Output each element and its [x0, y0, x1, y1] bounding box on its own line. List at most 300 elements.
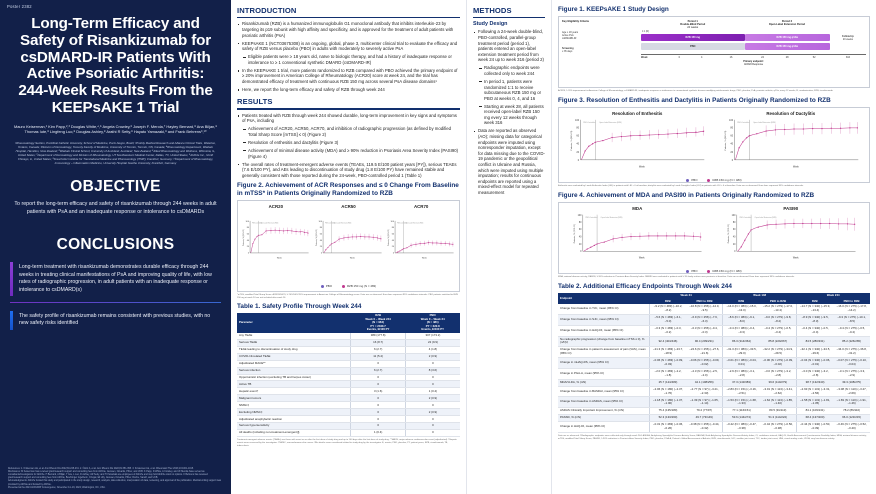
cell-pbo: 0: [405, 423, 460, 430]
disclosures-text: Disclosures: M Keiserman has received grant/research support and consulting fees from AbbVie, Janssen, Novartis, Pfizer, and UCB. K Papp, D White, A Crowley, and JF Merola have served as consultants/investigators for AbbVie. H Bernard, A Biljan, T Iute, L Luo, D Ashley, AR Setty, and H Yamazaki are employees of AbbVie and may hold AbbVie stock or options. F Behrens has received grant/research support and consulting fees from AbbVie, Boehringer Ingelheim, Chugai, Eli Lilly, Janssen, Novartis, Pfizer, Roche, Sanofi, and UCB.: [8, 470, 208, 480]
cell-value: −2.83 (N = 151) (−3.16, −2.51): [723, 386, 760, 397]
legend-item-rzb: [707, 178, 741, 182]
chart-enthesitis: [562, 117, 713, 171]
table1-title: Table 1. Safety Profile Through Week 244: [237, 303, 362, 311]
week-tick: 52: [812, 55, 816, 59]
list-item: In the KEEPsAKE 1 trial, more patients randomized to RZB compared with PBO achieved the primary endpoint of ≥ 20% improvement in American College of Rheumatology (ACR20) score at week 24, and the trial has demonstrated efficacy of treatment with continuous RZB 150 mg across several PsA disease domains¹: [237, 68, 460, 85]
references-text: References: 1. Kristensen LE, et al. Ann Rheum Dis 2022;81:225-231. 2. Östör A, et al. Ann Rheum Dis 2022;81:351-358. 3. Kristensen LE, et al. Rheumatol Ther 2023;10:1001-1015.: [8, 467, 194, 470]
figure2-box: [237, 200, 460, 292]
cell-label: Opportunistic infection (excluding TB and herpes zoster): [237, 374, 351, 381]
cell-label: Change from baseline in ASDAS, mean (95% CI): [558, 397, 649, 408]
table-header-row: [237, 313, 460, 332]
legend-label: PBO: [691, 178, 698, 182]
svg-text:40: 40: [578, 236, 582, 239]
table-row: [558, 415, 870, 422]
legend-item-pbo: [321, 284, 332, 288]
table-row: [558, 347, 870, 358]
cell-value: −1.39 (N = 97) (−1.65, −1.14): [686, 397, 723, 408]
table-safety-profile: [237, 313, 460, 437]
figure3-box: [558, 107, 870, 183]
table-row: [558, 336, 870, 347]
svg-text:80: 80: [578, 221, 582, 224]
cell-label: Adjudicated MACE**: [237, 360, 351, 367]
poster-content-area: [231, 0, 876, 494]
page-title: Long-Term Efficacy and Safety of Risankizumab for csDMARD-IR Patients With Active Psoriatic Arthritis: 244-Week Results From the KEEPsAKE 1 Trial: [18, 15, 213, 116]
figure2-legend: [241, 284, 456, 288]
cell-value: 68.4 (137/200): [796, 415, 833, 422]
cell-rzb: 1 (0.4): [351, 430, 406, 437]
table-row: [558, 379, 870, 386]
week-tick: 316: [845, 55, 850, 59]
svg-text:100: 100: [728, 119, 733, 123]
svg-text:80: 80: [729, 126, 733, 130]
methods-bullets: [473, 29, 545, 195]
cell-value: 49.7 (73/149): [686, 415, 723, 422]
table-row: [558, 386, 870, 397]
svg-text:Patients, % (95% CI): Patients, % (95% CI): [242, 229, 245, 247]
cell-label: Hepatic event†: [237, 388, 351, 395]
svg-text:Patients, % (95% CI): Patients, % (95% CI): [727, 224, 730, 244]
svg-text:40: 40: [319, 240, 322, 243]
cell-rzb: 0: [351, 360, 406, 367]
cell-label: TEAE leading to discontinuation of study drug: [237, 346, 351, 353]
cell-value: 52.3 (133/260): [649, 415, 686, 422]
arm-bar-pbo: PBO: [641, 43, 744, 50]
objective-heading: OBJECTIVE: [70, 178, 161, 196]
figure4-legend: [562, 269, 866, 273]
cell-rzb: 0: [351, 423, 406, 430]
cell-value: 39.3 (108/275): [833, 379, 870, 386]
cell-value: −0.01 (N = 383) (−0.04, 0.01): [723, 358, 760, 369]
list-item: Eligible patients were ≥ 18 years old, naïve to biologic therapy, and had a history of inadequate response or intolerance to ≥ 1 conventional synthetic DMARD (csDMARD-IR): [237, 54, 460, 65]
figure2-panels: [241, 204, 456, 282]
legend-item-rzb: [707, 269, 741, 273]
svg-text:40: 40: [732, 236, 735, 239]
conclusion-item-2: [10, 311, 221, 330]
column-introduction-results: [231, 0, 466, 494]
results-heading: RESULTS: [237, 97, 273, 107]
list-item: In period 1, patients were randomized 1:1 to receive subcutaneous RZB 150 mg or PBO at weeks 0, 4, and 16: [473, 79, 545, 101]
svg-text:Patients, % (95% CI): Patients, % (95% CI): [571, 130, 574, 151]
svg-text:Patients, % (95% CI): Patients, % (95% CI): [388, 229, 391, 247]
table1-head: [237, 313, 460, 332]
legend-label: PBO: [325, 284, 332, 289]
eligibility-heading: Key Eligibility Criteria: [562, 20, 589, 23]
list-item: Risankizumab (RZB) is a humanized immunoglobulin G1 monoclonal antibody that inhibits interleukin-23 by targeting its p19 subunit with high affinity and specificity, and is approved for the treatment of adult patients with psoriatic arthritis (PsA): [237, 21, 460, 38]
col-pbo-sub0: Week 0 – Week 24: [420, 316, 445, 321]
table-row: [237, 388, 460, 395]
column-figures: [551, 0, 876, 494]
col-pbo: [405, 313, 460, 332]
cell-rzb: 6 (2.7): [351, 346, 406, 353]
table-row: [237, 430, 460, 437]
list-item: KEEPsAKE 1 (NCT03675308) is an ongoing, global, phase 3, multicenter clinical trial to evaluate the efficacy and safety of RZB versus placebo (PBO) in adults with moderately to severely active PsA: [237, 41, 460, 52]
svg-text:20: 20: [392, 246, 395, 249]
col-parameter: Parameter: [237, 313, 351, 332]
svg-text:Open-Label Extension (RZB): Open-Label Extension (RZB): [752, 122, 776, 125]
svg-text:0: 0: [731, 158, 733, 162]
figure2-footnote: *mTSS, modified Total Sharp Score. ACR20/50/70, ≥ 20%/50%/70% improvement in American College of Rheumatology score. Data are as observed. Error bars represent 95% confidence intervals. PBO patients switched to RZB 150 mg at week 24 are not included after week 24.: [237, 294, 458, 300]
svg-text:100: 100: [577, 215, 582, 218]
svg-text:100: 100: [318, 221, 322, 224]
svg-text:20: 20: [729, 150, 733, 154]
cell-pbo: 2 (0.9): [405, 353, 460, 360]
acknowledgments-text: Acknowledgments: AbbVie funded this study and participated in the study design, research, analysis, data collection, interpretation of data, reviewing, and approval of the publication. Medical writing support was provided by AbbVie and funded by AbbVie.: [8, 480, 222, 486]
chart-mda: [562, 212, 713, 262]
svg-text:20: 20: [732, 243, 735, 246]
cell-value: −0.4 (N = 340) (−0.5, −0.4): [796, 325, 833, 336]
cell-pbo: 22 (9.9): [405, 339, 460, 346]
cell-value: −1.58 (N = 131) (−1.81, −1.35): [796, 397, 833, 408]
list-item: Achievement of ACR20, ACR50, ACR70, and inhibition of radiographic progression (as defined by modified Total Sharp Score [mTSS] ≤ 0) (Figure 2): [237, 126, 460, 137]
cell-label: Active TB: [237, 381, 351, 388]
list-item: Starting at week 28, all patients received open-label RZB 150 mg every 12 weeks through week 316: [473, 104, 545, 126]
table-row: [237, 409, 460, 416]
cell-label: All deaths (including non-treatment-emergent)§: [237, 430, 351, 437]
sub-rzb: RZB: [796, 299, 833, 305]
sub-pbo-rzb: PBO to RZB: [833, 299, 870, 305]
results-bullets: [237, 113, 460, 179]
svg-text:60: 60: [732, 229, 735, 232]
figure2-panel-acr50: [314, 204, 384, 273]
cell-label: MDA/VLDA, % (n/N): [558, 379, 649, 386]
svg-text:80: 80: [576, 126, 580, 130]
cell-value: −24.6 (N = 256) (−27.6, −21.6): [686, 347, 723, 358]
cell-value: 92.4 (404/446): [649, 336, 686, 347]
svg-text:Patients, % (95% CI): Patients, % (95% CI): [724, 130, 727, 151]
svg-text:Week: Week: [638, 257, 645, 260]
legend-item-rzb: [342, 284, 376, 288]
group-week244: Week 244: [796, 293, 870, 299]
svg-text:20: 20: [246, 246, 250, 249]
legend-label: RZB 150 mg (N = 483): [712, 269, 742, 273]
svg-text:60: 60: [576, 134, 580, 138]
svg-text:Open-Label Extension (RZB): Open-Label Extension (RZB): [260, 224, 279, 226]
col-rzb-label: RZB: [375, 313, 381, 318]
svg-text:Week: Week: [276, 257, 282, 260]
col-pbo-sub2: PY = 222.8: [425, 323, 440, 328]
poster-number: Poster 2382: [7, 4, 32, 9]
conclusions-divider: [10, 302, 221, 303]
col-rzb-sub0: Week 0 – Week 244: [365, 316, 391, 321]
table-row: [237, 395, 460, 402]
cell-value: −1.69 (N = 110) (−1.91, −1.46): [833, 397, 870, 408]
cell-label: Change from baseline in HAQ-DI, mean (95% CI): [558, 325, 649, 336]
cell-value: −34.0 (N = 275) (−36.8, −31.2): [833, 347, 870, 358]
introduction-bullets: [237, 21, 460, 92]
table-row: [558, 358, 870, 369]
week-tick: 4: [701, 55, 703, 59]
heading-rule: [237, 108, 460, 109]
cell-value: −2.0 (N = 483) (−2.2, −1.8): [649, 368, 686, 379]
chart-acr20: [241, 210, 311, 268]
cell-rzb: 6 (2.7): [351, 367, 406, 374]
col-endpoint: Endpoint: [558, 293, 649, 304]
cell-label: Change from baseline in patient's assessment of pain (VAS), mean (95% CI): [558, 347, 649, 358]
figure4-box: [558, 202, 870, 274]
cell-value: −0.4 (N = 383) (−0.4, −0.3): [723, 325, 760, 336]
cell-value: 42.1 (108/256): [686, 379, 723, 386]
cell-value: 90.4 (209/231): [686, 336, 723, 347]
presented-at-text: Presented at the 2024 ACR/ARP Convergence; November 14–19, 2024; Washington, DC, USA.: [8, 486, 106, 489]
cell-label: Serious infection: [237, 367, 351, 374]
cell-value: −3.0 (N = 340) (−3.2, −2.8): [796, 368, 833, 379]
cell-rzb: 389 (177.8): [351, 333, 406, 339]
period1-title: Period 1: [687, 20, 698, 23]
svg-text:Open-Label Extension (RZB): Open-Label Extension (RZB): [405, 224, 424, 226]
cell-value: 80.5 (91/113): [760, 408, 797, 415]
cell-pbo: 0: [405, 416, 460, 423]
svg-text:80: 80: [246, 227, 250, 230]
cell-label: Change in mHAQ-RS, mean (95% CI): [558, 358, 649, 369]
cell-value: 85.8 (229/267): [760, 336, 797, 347]
svg-text:20: 20: [576, 150, 580, 154]
conclusions-heading: CONCLUSIONS: [56, 236, 175, 254]
group-week148: Week 148: [723, 293, 797, 299]
svg-text:80: 80: [319, 227, 322, 230]
table-row: [558, 408, 870, 415]
cell-value: −16.0 (N = 275) (−17.8, −14.2): [833, 304, 870, 314]
legend-item-pbo: [686, 269, 697, 273]
timeline-axis: [641, 54, 866, 55]
svg-text:Week: Week: [792, 257, 799, 260]
figure2-panel-acr20: [241, 204, 311, 273]
table-row: [237, 353, 460, 360]
cell-value: −2.9 (N = 383) (−3.1, −2.8): [723, 368, 760, 379]
cell-rzb: 0: [351, 374, 406, 381]
cell-value: −1.18 (N = 180) (−1.37, −1.00): [649, 397, 686, 408]
cell-pbo: 0: [405, 374, 460, 381]
table2-title: Table 2. Additional Efficacy Endpoints Through Week 244: [558, 283, 732, 290]
svg-text:40: 40: [576, 142, 580, 146]
cell-value: 77.1 (116/151): [723, 408, 760, 415]
arm-bar-ole-2: RZB 150 mg q12w: [745, 43, 830, 50]
cell-pbo: 0: [405, 430, 460, 437]
svg-text:PBO-Controlled: PBO-Controlled: [252, 224, 262, 226]
list-item: The overall rates of treatment-emergent adverse events (TEAEs, 119.5 E/100 patient years [PY]), serious TEAEs (7.6 E/100 PY), and AEs leading to discontinuation of study drug (1.8 E/100 PY) have remained stable and generally consistent with those reported during the 24-week, PBO-controlled period 1 (Table 1): [237, 162, 460, 179]
panel-title: ACR20: [268, 204, 284, 210]
cell-value: −2.93 (N = 131) (−3.31, −2.56): [796, 386, 833, 397]
list-item: Here, we report the long-term efficacy and safety of RZB through week 244: [237, 87, 460, 93]
cell-value: 75.4 (135/180): [649, 408, 686, 415]
cell-value: −0.06 (N = 256) (−0.09, −0.02): [686, 358, 723, 369]
week-tick: 24: [761, 55, 764, 59]
week-axis-label: Week: [641, 55, 648, 59]
list-item: Achievement of minimal disease activity (MDA) and ≥ 90% reduction in Psoriasis Area Severity Index (PASI90) (Figure 4): [237, 148, 460, 159]
cell-value: 86.3 (314/364): [723, 336, 760, 347]
svg-text:80: 80: [732, 221, 735, 224]
period1-sub: Double-Blind Period: [680, 23, 706, 26]
cell-value: 78.2 (86/110): [833, 408, 870, 415]
panel-title: PASI90: [783, 206, 799, 211]
cell-label: Serious hypersensitivity: [237, 423, 351, 430]
table2-body: [558, 304, 870, 432]
svg-text:40: 40: [729, 142, 733, 146]
cell-value: −0.31 (N = 483) (−0.36, −0.26): [649, 422, 686, 433]
svg-text:100: 100: [731, 215, 735, 218]
chart-acr70: [386, 210, 456, 268]
cell-value: −9.3 (N = 275) (−10.1, −8.5): [833, 314, 870, 325]
screening-note: ≤ 35 days: [562, 49, 573, 53]
svg-text:20: 20: [578, 243, 582, 246]
list-item: Data are reported as observed (AO); missing data for categorical endpoints were imputed using nonresponder imputation, except for data missing due to the COVID-19 pandemic or the geopolitical conflict in Ukraine and Russia, which were imputed using multiple imputation; results for continuous endpoints are reported using a mixed-effect model for repeated measurement: [473, 128, 545, 195]
period2-sub: Open-Label Extension Period: [768, 23, 806, 26]
svg-text:Open-Label Extension (RZB): Open-Label Extension (RZB): [333, 224, 351, 226]
chart-dactylitis: [716, 117, 867, 171]
svg-text:PBO-Controlled: PBO-Controlled: [583, 122, 596, 125]
legend-swatch-pbo-icon: [686, 179, 689, 182]
legend-label: RZB 150 mg (N = 483): [346, 284, 377, 289]
cell-value: −0.4 (N = 279) (−0.5, −0.4): [760, 325, 797, 336]
svg-text:Open-Label Extension (RZB): Open-Label Extension (RZB): [600, 216, 623, 219]
cell-rzb: 0: [351, 381, 406, 388]
figure2-panel-acr70: [386, 204, 456, 273]
figure3-panel-enthesitis: [562, 111, 713, 176]
primary-endpoint-label: Primary endpoint:: [743, 59, 764, 63]
list-item: Patients treated with RZB through week 244 showed durable, long-term improvement in key signs and symptoms of PsA, including: [237, 113, 460, 124]
sub-rzb: RZB: [649, 299, 686, 305]
svg-text:100: 100: [575, 119, 580, 123]
period1-weeks: 24 weeks: [687, 26, 699, 29]
randomization-label: 1:1 (R): [642, 31, 650, 33]
period1-header: [641, 20, 744, 29]
svg-text:0: 0: [320, 253, 322, 256]
poster-footer-left: [8, 468, 223, 490]
cell-label: COVID-19-related TEAE: [237, 353, 351, 360]
week-tick-labels: [641, 56, 866, 59]
legend-swatch-rzb-icon: [342, 285, 345, 288]
heading-rule: [473, 17, 545, 18]
table-row: [237, 416, 460, 423]
figure4-panel-mda: [562, 206, 713, 267]
cell-pbo: 0: [405, 402, 460, 409]
svg-text:Patients, % (95% CI): Patients, % (95% CI): [573, 224, 576, 244]
table-row: [558, 314, 870, 325]
cell-value: −2.77 (N = 97) (−3.21, −2.33): [686, 386, 723, 397]
cell-pbo: 8 (3.6): [405, 367, 460, 374]
col-pbo-label: PBO: [429, 313, 436, 318]
cell-label: Adjudicated anaphylactic reaction: [237, 416, 351, 423]
figure1-footnote: ACR20, ≥ 20% improvement in American College of Rheumatology; csDMARD-IR, inadequate response or intolerance to conventional synthetic disease-modifying antirheumatic drugs; PBO, placebo; PsA, psoriatic arthritis; q12w, every 12 weeks; R, randomization; RZB, risankizumab.: [558, 90, 834, 92]
cell-value: −0.07 (N = 275) (−0.10, −0.04): [833, 358, 870, 369]
cell-pbo: 4 (1.8): [405, 346, 460, 353]
cell-value: −0.4 (N = 275) (−0.5, −0.4): [833, 325, 870, 336]
svg-text:PBO-Controlled: PBO-Controlled: [324, 224, 335, 226]
primary-endpoint-sub: ACR20 Response: [743, 62, 764, 66]
screening-label: Screening: [562, 46, 574, 50]
cell-label: No radiographic progression (change from baseline mTSS ≤ 0), % (n/N)‡: [558, 336, 649, 347]
week-tick: 0: [678, 55, 680, 59]
cell-value: −10.8 (N = 256) (−12.0, −9.5): [686, 304, 723, 314]
cell-rzb: 16 (8.7): [351, 339, 406, 346]
cell-pbo: 2 (0.9): [405, 409, 460, 416]
cell-value: −14.0 (N = 383) (−15.0, −13.0): [723, 304, 760, 314]
table1-body: [237, 333, 460, 437]
panel-title: ACR50: [341, 204, 356, 210]
svg-text:40: 40: [246, 240, 250, 243]
cell-value: 51.3 (114/222): [760, 415, 797, 422]
svg-text:60: 60: [246, 233, 250, 236]
table-additional-efficacy: [558, 293, 870, 433]
svg-text:PBO-Controlled: PBO-Controlled: [397, 224, 408, 226]
methods-heading: METHODS: [473, 6, 512, 15]
conclusion-1-text: Long-term treatment with risankizumab demonstrates durable efficacy through 244 weeks in treating clinical manifestations of PsA and improving quality of life, with low rates of radiographic progression, in adult patients with an inadequate response or intolerance to csDMARD(s): [19, 264, 212, 293]
svg-text:40: 40: [392, 240, 395, 243]
cell-label: ASDAS Clinically Important Improvement, % (n/N): [558, 408, 649, 415]
cell-label: Excluding NMSC‡: [237, 409, 351, 416]
cell-value: −5.6 (N = 483) (−6.1, −5.0): [649, 314, 686, 325]
cell-value: −8.6 (N = 383) (−9.1, −8.0): [723, 314, 760, 325]
arm-bar-ole-1: RZB 150 mg q12w: [745, 34, 830, 41]
chart-pasi90: [716, 212, 867, 262]
cell-value: 66.0 (123/215): [833, 415, 870, 422]
table-row: [558, 397, 870, 408]
affiliations: ¹Rheumatology Section, Pontifical Catholic University, School of Medicine, Porto Alegre, Brazil; ²Probity Medical Research and Alliance Clinical Trials, Waterloo, Ontario, Canada; ³Division of Dermatology, Temerty Faculty of Medicine, University of Toronto, Toronto, ON, Canada; ⁴Rheumatology Department, Waikato Hospital, Hamilton, New Zealand; ⁵Waikato Clinical School, University of Auckland, Auckland, New Zealand; ⁶Allied Rheumatology and Wellness, Wilmslow, IL, United States; ⁷Department of Dermatology and Division of Rheumatology, UT Southwestern Medical Center, Dallas, TX, United States; ⁸AbbVie Inc., North Chicago, IL, United States; ⁹Fraunhofer Institute for Translational Medicine and Pharmacology (ITMP), Frankfurt, Germany; ¹⁰Department of Rheumatology, Immunology – Inflammation Medicine, University Hospital Goethe University, Frankfurt, Germany: [15, 140, 216, 166]
svg-text:PBO-Controlled: PBO-Controlled: [738, 216, 751, 219]
followup-title: Follow-Up: [842, 34, 854, 38]
column-methods: [466, 0, 551, 494]
poster-left-column: [0, 0, 231, 494]
svg-text:60: 60: [578, 229, 582, 232]
svg-text:60: 60: [319, 233, 322, 236]
criteria-item: csDMARD-IR: [562, 37, 577, 41]
cell-value: −0.3 (N = 483) (−0.3, −0.2): [649, 325, 686, 336]
list-item: Radiographic endpoints were collected only to week 244: [473, 65, 545, 76]
week-tick: 28: [785, 55, 789, 59]
followup-label: [830, 35, 866, 41]
table-row: [558, 325, 870, 336]
figure1-box: [558, 16, 870, 88]
methods-subheading: Study Design: [473, 21, 508, 28]
cell-rzb: 0: [351, 416, 406, 423]
table-row: [558, 422, 870, 433]
cell-value: −3.0 (N = 279) (−3.2, −2.8): [760, 368, 797, 379]
cell-label: PASI90, % (n/N): [558, 415, 649, 422]
svg-text:Open-Label Extension (RZB): Open-Label Extension (RZB): [754, 216, 776, 219]
legend-item-pbo: [686, 178, 697, 182]
svg-text:PBO-Controlled: PBO-Controlled: [736, 122, 750, 125]
cell-rzb: 3 (1.6): [351, 388, 406, 395]
legend-label: PBO: [691, 269, 698, 273]
cell-label: Any TEAE: [237, 333, 351, 339]
col-rzb-sub3: Events, E/100 PY: [366, 327, 390, 332]
figure1-title: Figure 1. KEEPsAKE 1 Study Design: [558, 6, 669, 13]
followup-sub: 20 weeks: [842, 37, 854, 41]
panel-title: Resolution of Enthesitis: [612, 111, 663, 116]
heading-rule: [237, 17, 460, 18]
cell-value: −0.44 (N = 279) (−0.50, −0.38): [760, 422, 797, 433]
list-item: Following a 24-week double-blind, PBO-controlled, parallel-group treatment period (period 1), patients entered an open-label extension treatment period from week 24 up to week 316 (period 2): [473, 29, 545, 63]
table-row: [558, 368, 870, 379]
cell-value: −6.9 (N = 256) (−7.6, −6.3): [686, 314, 723, 325]
cell-value: 84.1 (109/131): [796, 408, 833, 415]
svg-text:0: 0: [580, 251, 582, 254]
table2-head: [558, 293, 870, 304]
cell-label: Change from baseline in SJC, mean (95% CI): [558, 314, 649, 325]
cell-label: Serious TEAE: [237, 339, 351, 346]
col-rzb-sub2: PY = 2340.7: [370, 323, 386, 328]
figure3-panel-dactylitis: [716, 111, 867, 176]
cell-value: −0.04 (N = 340) (−0.06, −0.01): [796, 358, 833, 369]
cell-label: Change from baseline in BASDAI, mean (95% CI): [558, 386, 649, 397]
cell-value: −32.1 (N = 340) (−34.5, −29.6): [796, 347, 833, 358]
svg-text:0: 0: [247, 253, 250, 256]
cell-value: 39.6 (110/279): [760, 379, 797, 386]
legend-swatch-pbo-icon: [686, 270, 689, 273]
introduction-heading: INTRODUCTION: [237, 6, 297, 15]
table-row: [237, 374, 460, 381]
cell-label: Change in HAQ-DI, mean (95% CI): [558, 422, 649, 433]
